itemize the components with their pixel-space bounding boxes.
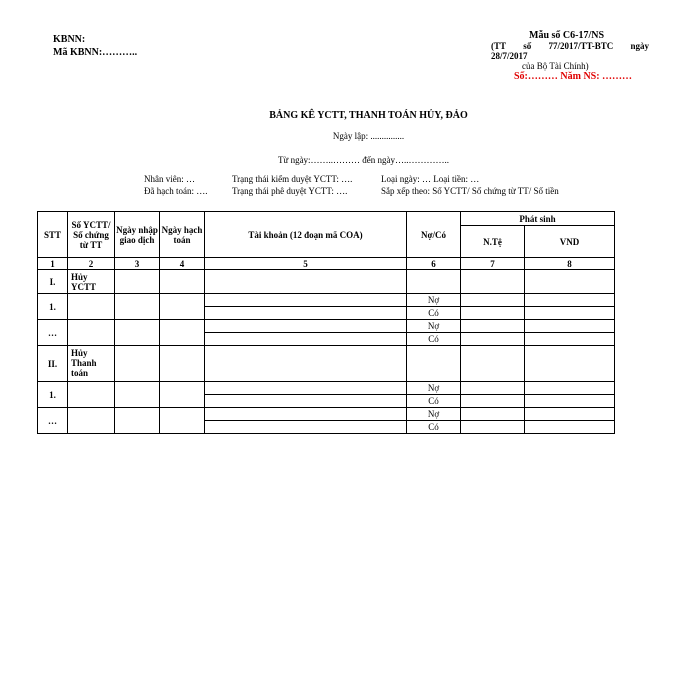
filter-approve-status: Trạng thái phê duyệt YCTT: …. bbox=[232, 186, 348, 196]
debit-label: Nợ bbox=[407, 382, 461, 395]
row-number: 1. bbox=[38, 382, 68, 408]
header-vnd: VND bbox=[525, 226, 615, 258]
debit-label: Nợ bbox=[407, 294, 461, 307]
header-tai-khoan: Tài khoản (12 đoạn mã COA) bbox=[205, 212, 407, 258]
filter-check-status: Trạng thái kiểm duyệt YCTT: …. bbox=[232, 174, 353, 184]
col-number: 8 bbox=[525, 258, 615, 270]
table-row bbox=[38, 382, 615, 395]
form-code: Mẫu số C6-17/NS bbox=[529, 30, 605, 41]
row-number: 1. bbox=[38, 294, 68, 320]
table-row bbox=[38, 294, 615, 307]
header-ngay-nhap: Ngày nhập giao dịch bbox=[115, 212, 160, 258]
circular-word: (TT bbox=[491, 41, 507, 51]
section-title: Hủy YCTT bbox=[68, 270, 115, 294]
header-nte: N.Tệ bbox=[461, 226, 525, 258]
circular-word: số bbox=[523, 41, 532, 51]
header-phat-sinh: Phát sinh bbox=[461, 212, 615, 226]
header-no-co: Nợ/Có bbox=[407, 212, 461, 258]
credit-label: Có bbox=[407, 307, 461, 320]
section-row bbox=[38, 346, 615, 382]
filter-accounted: Đã hạch toán: …. bbox=[144, 186, 208, 196]
row-number: … bbox=[38, 408, 68, 434]
filter-sort: Sắp xếp theo: Số YCTT/ Số chứng từ TT/ Số tiền bbox=[381, 186, 559, 196]
col-number: 3 bbox=[115, 258, 160, 270]
ministry-label: của Bộ Tài Chính) bbox=[522, 61, 589, 71]
row-number: … bbox=[38, 320, 68, 346]
filter-type: Loại ngày: … Loại tiền: … bbox=[381, 174, 480, 184]
header-stt: STT bbox=[38, 212, 68, 258]
col-number: 7 bbox=[461, 258, 525, 270]
date-created: Ngày lập: ............... bbox=[332, 131, 405, 141]
col-number: 2 bbox=[68, 258, 115, 270]
credit-label: Có bbox=[407, 395, 461, 408]
circular-date: 28/7/2017 bbox=[491, 51, 528, 61]
ma-kbnn-label: Mã KBNN:……….. bbox=[53, 47, 138, 58]
col-number: 4 bbox=[160, 258, 205, 270]
section-row bbox=[38, 270, 615, 294]
date-range: Từ ngày:……..……… đến ngày…..………….. bbox=[277, 155, 450, 165]
kbnn-label: KBNN: bbox=[53, 34, 86, 45]
section-title: Hủy Thanh toán bbox=[68, 346, 115, 382]
header-ngay-hach-toan: Ngày hạch toán bbox=[160, 212, 205, 258]
circular-word: ngày bbox=[630, 41, 649, 51]
number-year-label: Số:……… Năm NS: ……… bbox=[514, 71, 633, 82]
section-number: II. bbox=[38, 346, 68, 382]
debit-label: Nợ bbox=[407, 320, 461, 333]
circular-word: 77/2017/TT-BTC bbox=[548, 41, 614, 51]
col-number: 1 bbox=[38, 258, 68, 270]
debit-label: Nợ bbox=[407, 408, 461, 421]
credit-label: Có bbox=[407, 333, 461, 346]
credit-label: Có bbox=[407, 421, 461, 434]
table-row bbox=[38, 408, 615, 421]
page-title: BẢNG KÊ YCTT, THANH TOÁN HỦY, ĐẢO bbox=[269, 110, 468, 121]
filter-employee: Nhân viên: … bbox=[144, 174, 195, 184]
col-number: 6 bbox=[407, 258, 461, 270]
report-table bbox=[37, 211, 615, 434]
header-so: Số YCTT/ Số chứng từ TT bbox=[68, 212, 115, 258]
table-row bbox=[38, 320, 615, 333]
section-number: I. bbox=[38, 270, 68, 294]
col-number: 5 bbox=[205, 258, 407, 270]
